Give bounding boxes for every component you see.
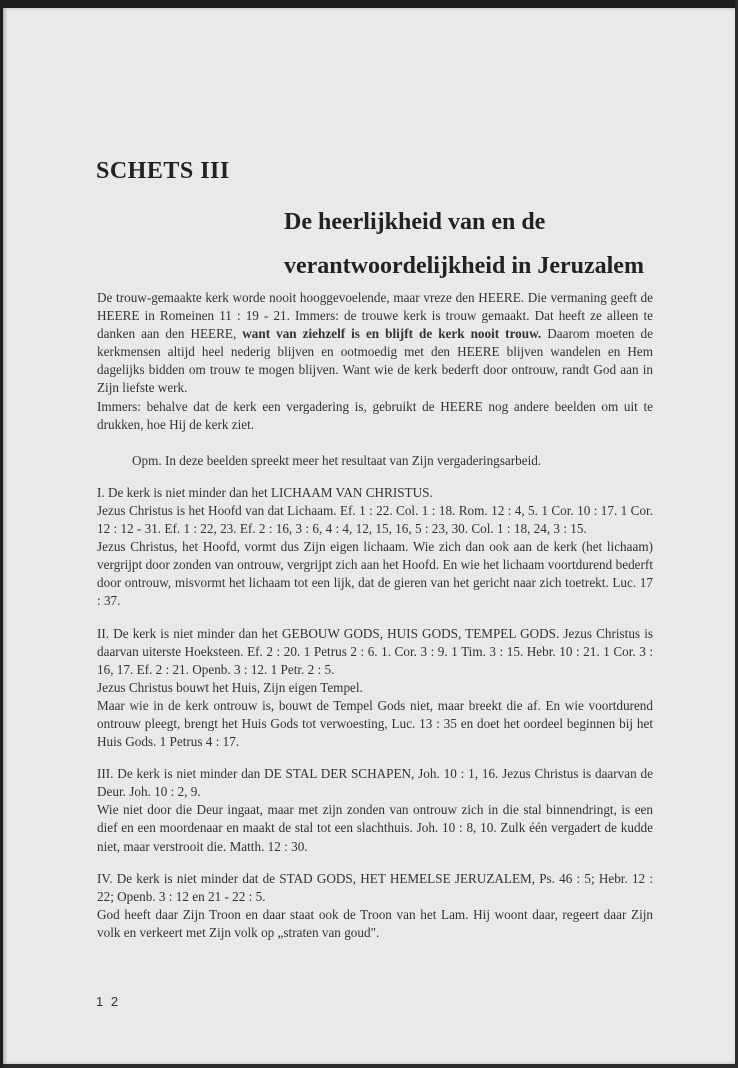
section-2-text: Maar wie in de kerk ontrouw is, bouwt de Tempel Gods niet, maar breekt die af. En wie voortdurend ontrouw pleegt, brengt het Huis Gods tot verwoesting, Luc. 13 : 35 en doet het oordeel beginnen bij het Huis Gods. 1 Petrus 4 : 17.	[97, 697, 653, 750]
page-number: 1 2	[96, 994, 121, 1009]
chapter-title-line-1: De heerlijkheid van en de	[284, 209, 546, 235]
intro-paragraph-1	[97, 289, 653, 398]
section-3-heading: III. De kerk is niet minder dan DE STAL DER SCHAPEN, Joh. 10 : 1, 16. Jezus Christus is daarvan de Deur. Joh. 10 : 2, 9.	[97, 766, 653, 800]
section-1-heading: I. De kerk is niet minder dan het LICHAAM VAN CHRISTUS.	[97, 484, 433, 500]
section-4	[97, 870, 653, 942]
scan-left-edge	[0, 0, 3, 1068]
section-1-refs: Jezus Christus is het Hoofd van dat Lichaam. Ef. 1 : 22. Col. 1 : 18. Rom. 12 : 4, 5. 1 Cor. 10 : 17. 1 Cor. 12 : 12 - 31. Ef. 1 : 22, 23. Ef. 2 : 16, 3 : 6, 4 : 4, 12, 15, 16, 5 : 23, 30. Col. 1 : 18, 24, 3 : 15.	[97, 502, 653, 537]
intro-paragraph-2: Immers: behalve dat de kerk een vergadering is, gebruikt de HEERE nog andere beelden om uit te drukken, hoe Hij de kerk ziet.	[97, 398, 653, 432]
section-4-text: God heeft daar Zijn Troon en daar staat ook de Troon van het Lam. Hij woont daar, regeert daar Zijn volk en verkeert met Zijn volk op „straten van goud".	[97, 906, 653, 940]
section-1	[97, 484, 653, 611]
body-text	[97, 289, 653, 942]
section-4-heading: IV. De kerk is niet minder dat de STAD GODS, HET HEMELSE JERUZALEM, Ps. 46 : 5; Hebr. 12 : 22; Openb. 3 : 12 en 21 - 22 : 5.	[97, 870, 653, 904]
section-2	[97, 625, 653, 752]
section-heading: SCHETS III	[96, 158, 230, 184]
chapter-title	[284, 200, 664, 288]
intro-p1-start: De trouw-gemaakte kerk worde nooit hooggevoelende, maar vreze den HEERE. Die vermaning geeft de HEERE in Romeinen 11 : 19 - 21. Immers: de trouwe kerk is trouw gemaakt. Dat heeft ze alleen te danken aan den HEERE,	[97, 290, 653, 342]
remark-note: Opm. In deze beelden spreekt meer het resultaat van Zijn vergaderingsarbeid.	[132, 452, 542, 468]
section-3	[97, 765, 653, 855]
section-2-refs: Jezus Christus bouwt het Huis, Zijn eigen Tempel.	[97, 679, 363, 695]
section-3-text: Wie niet door die Deur ingaat, maar met zijn zonden van ontrouw zich in die stal binnendringt, is een dief en een moordenaar en maakt de stal tot een slachthuis. Joh. 10 : 8, 10. Zulk één vergadert de kudde niet, maar verstrooit die. Matth. 12 : 30.	[97, 802, 653, 854]
section-2-heading: II. De kerk is niet minder dan het GEBOUW GODS, HUIS GODS, TEMPEL GODS. Jezus Christus is daarvan uiterste Hoeksteen. Ef. 2 : 20. 1 Petrus 2 : 6. 1. Cor. 3 : 9. 1 Tim. 3 : 15. Hebr. 10 : 21. 1 Cor. 3 : 16, 17. Ef. 2 : 21. Openb. 3 : 12. 1 Petr. 2 : 5.	[97, 625, 653, 677]
chapter-title-line-2: verantwoordelijkheid in Jeruzalem	[284, 253, 644, 279]
section-1-text: Jezus Christus, het Hoofd, vormt dus Zijn eigen lichaam. Wie zich dan ook aan de kerk (het lichaam) vergrijpt door zonden van ontrouw, vergrijpt zich aan het Hoofd. En wie het lichaam voortdurend bederft door ontrouw, misvormt het lichaam tot een lijk, dat de gieren van het gericht naar zich toetrekt. Luc. 17 : 37.	[97, 539, 653, 609]
intro-p1-end: Daarom moeten de kerkmensen altijd heel nederig blijven en ootmoedig met den HEERE blijven wandelen en Hem dagelijks bidden om trouw te mogen blijven. Want wie de kerk bederft door ontrouw, randt God aan in Zijn liefste werk.	[97, 326, 653, 396]
intro-p1-bold: want van ziehzelf is en blijft de kerk nooit trouw.	[242, 326, 542, 342]
scan-top-edge	[0, 0, 738, 8]
